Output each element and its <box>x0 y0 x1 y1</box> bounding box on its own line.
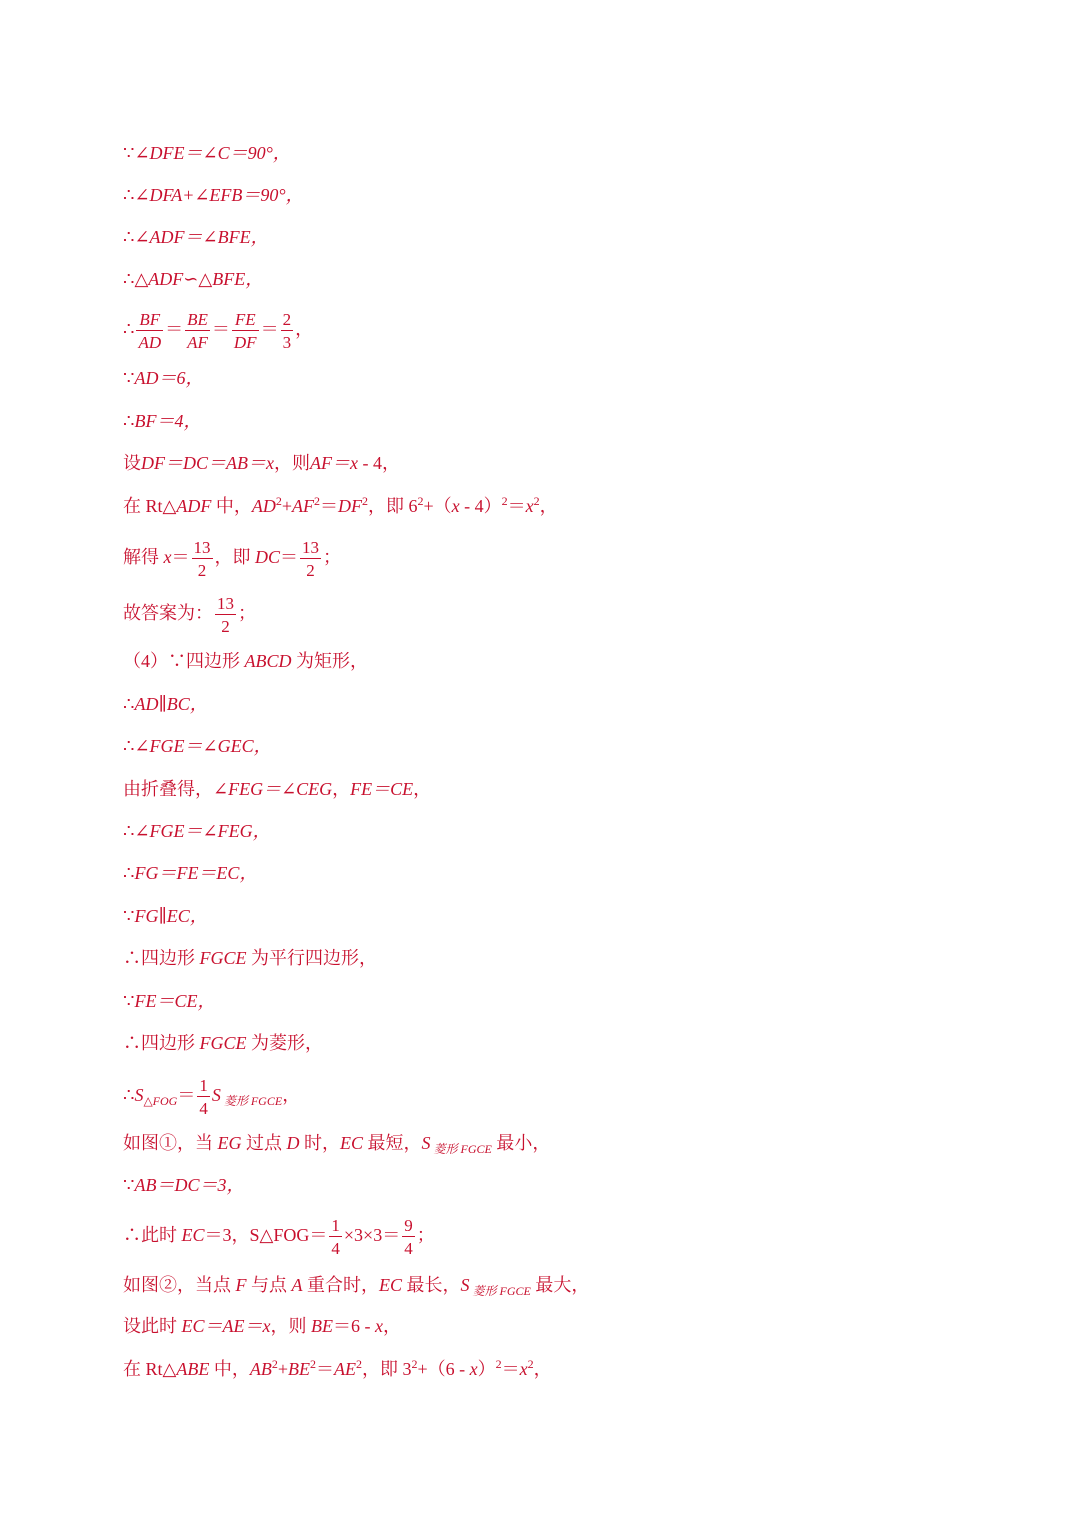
exponent: 2 <box>356 1357 363 1371</box>
text-run: ×3×3＝ <box>343 1225 401 1245</box>
step-line <box>123 1031 323 1055</box>
answer-line <box>123 590 256 636</box>
text-run: 如图②，当点 <box>123 1275 236 1295</box>
math-run: S <box>421 1133 431 1153</box>
text-run: ， <box>382 1316 401 1336</box>
text-run: 重合时， <box>302 1275 379 1295</box>
math-run: D <box>286 1133 300 1153</box>
fraction <box>215 595 236 635</box>
step-expression: ∠FGE＝∠FEG， <box>134 821 271 841</box>
text-run: 在 Rt△ <box>123 1359 177 1379</box>
text-run: ＝ <box>280 547 299 567</box>
math-run: S <box>134 1085 144 1105</box>
step-expression: AD∥BC， <box>134 694 208 714</box>
fraction <box>192 539 213 579</box>
math-run: AF＝x <box>309 453 358 473</box>
text-run: + <box>281 496 293 516</box>
equals-sign: ＝ <box>260 319 279 339</box>
fraction-denominator: AD <box>138 332 162 352</box>
fraction-numerator: 13 <box>217 593 234 613</box>
text-run: - 4） <box>459 496 502 516</box>
text-run: 为矩形， <box>291 651 368 671</box>
exponent: 2 <box>362 494 369 508</box>
text-run: 最小， <box>491 1133 551 1153</box>
step-line <box>123 777 431 801</box>
text-run: ∴此时 <box>123 1225 182 1245</box>
step-expression: FE＝CE， <box>134 991 216 1011</box>
step-line <box>123 734 272 758</box>
fraction-denominator: 2 <box>221 616 230 636</box>
math-run: EG <box>217 1133 242 1153</box>
text-run: ，则 <box>273 453 310 473</box>
text-run: ； <box>238 603 256 623</box>
because-symbol: ∵ <box>123 143 135 163</box>
fraction-numerator: 1 <box>331 1215 340 1235</box>
text-run: 中， <box>209 1359 250 1379</box>
math-run: x <box>525 496 534 516</box>
text-run: 过点 <box>241 1133 287 1153</box>
text-run: ＝3，S△FOG＝ <box>204 1225 328 1245</box>
exponent: 2 <box>501 494 508 508</box>
math-run: AD <box>251 496 276 516</box>
ratio-line <box>123 306 313 352</box>
therefore-symbol: ∴ <box>123 411 135 431</box>
fraction-denominator: 4 <box>331 1238 340 1258</box>
text-run: ＝ <box>501 1359 520 1379</box>
therefore-symbol: ∴ <box>123 736 135 756</box>
text-run: 在 Rt△ <box>123 496 177 516</box>
step-expression: AD＝6， <box>134 368 204 388</box>
step-line <box>123 141 291 165</box>
text-run: 时， <box>299 1133 340 1153</box>
text-run: + <box>277 1359 289 1379</box>
fraction-denominator: AF <box>187 332 208 352</box>
step-line <box>123 989 215 1013</box>
text-run: ＝ <box>320 496 339 516</box>
math-run: AF <box>292 496 315 516</box>
math-run: x <box>469 1359 478 1379</box>
fraction-numerator: 13 <box>193 537 211 557</box>
step-line <box>123 649 368 673</box>
text-run: （4）∵四边形 <box>123 651 245 671</box>
exponent: 2 <box>275 494 282 508</box>
fraction <box>300 539 321 579</box>
therefore-symbol: ∴ <box>123 185 135 205</box>
step-line <box>123 267 263 291</box>
text-run: 为菱形， <box>246 1033 323 1053</box>
math-run: ABCD <box>244 651 292 671</box>
subscript: 菱形 FGCE <box>430 1142 492 1156</box>
math-run: ∠FEG＝∠CEG <box>213 779 333 799</box>
text-run: ， <box>413 779 432 799</box>
math-run: FGCE <box>199 948 247 968</box>
fraction-denominator: 2 <box>197 560 207 580</box>
fraction <box>329 1217 342 1257</box>
fraction <box>281 311 294 351</box>
text-run: 最大， <box>530 1275 590 1295</box>
because-symbol: ∵ <box>123 1175 135 1195</box>
fraction-numerator: FE <box>232 311 259 331</box>
text-run: 设此时 <box>123 1316 182 1336</box>
math-run: AB <box>249 1359 272 1379</box>
text-run: 设 <box>123 453 141 473</box>
math-run: FGCE <box>199 1033 247 1053</box>
step-line <box>123 819 271 843</box>
text-run: ， <box>533 1359 552 1379</box>
math-run: x <box>374 1316 383 1336</box>
text-run: 中， <box>211 496 252 516</box>
math-run: EC <box>340 1133 364 1153</box>
text-run: ＝ <box>177 1085 196 1105</box>
math-run: F <box>235 1275 247 1295</box>
area-formula-line <box>123 1072 300 1124</box>
exponent: 2 <box>417 494 424 508</box>
text-run: ＝6 - <box>332 1316 375 1336</box>
text-run: ； <box>323 547 342 567</box>
math-run: AE <box>334 1359 357 1379</box>
text-run: ， <box>539 496 558 516</box>
fraction-numerator: 2 <box>282 309 292 329</box>
text-run: ， <box>332 779 351 799</box>
therefore-symbol: ∴ <box>123 821 135 841</box>
step-line <box>123 1357 552 1381</box>
text-run: ∴ <box>123 1085 135 1105</box>
fraction-numerator: 13 <box>302 537 320 557</box>
fraction-numerator: BF <box>136 311 163 331</box>
fraction <box>197 1077 210 1117</box>
step-line <box>123 534 341 580</box>
step-expression: FG∥EC， <box>134 906 208 926</box>
text-run: ，即 3 <box>362 1359 412 1379</box>
exponent: 2 <box>310 1357 317 1371</box>
step-line <box>123 861 257 885</box>
math-run: EC <box>379 1275 403 1295</box>
math-run: S <box>211 1085 221 1105</box>
text-run: ， <box>282 1085 301 1105</box>
text-run: ，即 6 <box>368 496 418 516</box>
text-run: 与点 <box>246 1275 292 1295</box>
text-run: ，则 <box>270 1316 311 1336</box>
text-run: 故答案为： <box>123 603 213 623</box>
fraction-denominator: 2 <box>306 560 315 580</box>
math-run: EC＝AE＝x <box>181 1316 271 1336</box>
exponent: 2 <box>314 494 321 508</box>
text-run: ，即 <box>214 547 255 567</box>
step-expression: ∠DFE＝∠C＝90°， <box>134 143 291 163</box>
step-line <box>123 451 400 475</box>
text-run: ＝ <box>507 496 526 516</box>
text-run: +（6 - <box>417 1359 470 1379</box>
step-line <box>123 409 201 433</box>
text-run: 由折叠得， <box>123 779 213 799</box>
equals-sign: ＝ <box>211 319 230 339</box>
fraction-numerator: 1 <box>199 1075 208 1095</box>
fraction <box>136 311 163 351</box>
because-symbol: ∵ <box>123 991 135 1011</box>
because-symbol: ∵ <box>123 368 135 388</box>
step-expression: BF＝4， <box>134 411 202 431</box>
step-line <box>123 946 377 970</box>
text-run: 为平行四边形， <box>246 948 377 968</box>
text-run: ∴四边形 <box>123 948 200 968</box>
subscript: △FOG <box>143 1094 178 1108</box>
math-run: EC <box>181 1225 205 1245</box>
text-run: 如图①，当 <box>123 1133 218 1153</box>
fraction <box>232 311 259 351</box>
fraction-denominator: DF <box>233 332 257 352</box>
step-expression: ∠ADF＝∠BFE， <box>134 227 269 247</box>
text-run: ＝ <box>171 547 190 567</box>
step-line <box>123 1173 244 1197</box>
math-run: ABE <box>176 1359 210 1379</box>
math-run: DC <box>255 547 281 567</box>
exponent: 2 <box>271 1357 278 1371</box>
fraction-denominator: 4 <box>404 1238 413 1258</box>
fraction-denominator: 4 <box>199 1098 208 1118</box>
text-run: ； <box>416 1225 435 1245</box>
text-run: +（ <box>423 496 452 516</box>
step-line <box>123 1273 589 1303</box>
fraction <box>402 1217 415 1257</box>
exponent: 2 <box>411 1357 418 1371</box>
step-expression: ∠FGE＝∠GEC， <box>134 736 272 756</box>
punctuation: ， <box>295 319 314 339</box>
therefore-symbol: ∴ <box>123 863 135 883</box>
therefore-symbol: ∴ <box>123 269 135 289</box>
fraction-numerator: BE <box>187 309 208 329</box>
equals-sign: ＝ <box>165 319 184 339</box>
fraction <box>185 311 210 351</box>
step-line <box>123 1212 435 1258</box>
math-run: x <box>163 547 172 567</box>
math-run: x <box>519 1359 528 1379</box>
fraction-denominator: 3 <box>282 332 292 352</box>
text-run: 最短， <box>363 1133 422 1153</box>
step-expression: AB＝DC＝3， <box>134 1175 245 1195</box>
because-symbol: ∵ <box>123 906 135 926</box>
fraction-numerator: 9 <box>404 1215 413 1235</box>
text-run: 解得 <box>123 547 164 567</box>
subscript: 菱形 FGCE <box>469 1284 531 1298</box>
step-expression: △ADF∽△BFE， <box>134 269 264 289</box>
exponent: 2 <box>495 1357 502 1371</box>
therefore-symbol: ∴ <box>123 319 135 339</box>
step-expression: ∠DFA+∠EFB＝90°， <box>134 185 304 205</box>
step-line <box>123 904 208 928</box>
text-run: ＝ <box>316 1359 335 1379</box>
exponent: 2 <box>533 494 540 508</box>
text-run: ∴四边形 <box>123 1033 200 1053</box>
math-run: A <box>291 1275 303 1295</box>
therefore-symbol: ∴ <box>123 694 135 714</box>
exponent: 2 <box>527 1357 534 1371</box>
math-run: DF <box>338 496 363 516</box>
subscript: 菱形 FGCE <box>220 1094 283 1108</box>
therefore-symbol: ∴ <box>123 227 135 247</box>
math-run: S <box>460 1275 470 1295</box>
step-line <box>123 366 203 390</box>
math-run: FE＝CE <box>350 779 414 799</box>
step-line <box>123 494 558 518</box>
step-line <box>123 692 208 716</box>
math-run: DF＝DC＝AB＝x <box>141 453 274 473</box>
math-run: ADF <box>176 496 212 516</box>
step-line <box>123 1131 550 1161</box>
step-line <box>123 1314 401 1338</box>
text-run: - 4， <box>357 453 400 473</box>
step-expression: FG＝FE＝EC， <box>134 863 258 883</box>
step-line <box>123 225 269 249</box>
math-run: x <box>451 496 460 516</box>
math-run: BE <box>310 1316 333 1336</box>
step-line <box>123 183 304 207</box>
text-run: 最长， <box>402 1275 461 1295</box>
text-run: ） <box>477 1359 496 1379</box>
math-run: BE <box>288 1359 311 1379</box>
